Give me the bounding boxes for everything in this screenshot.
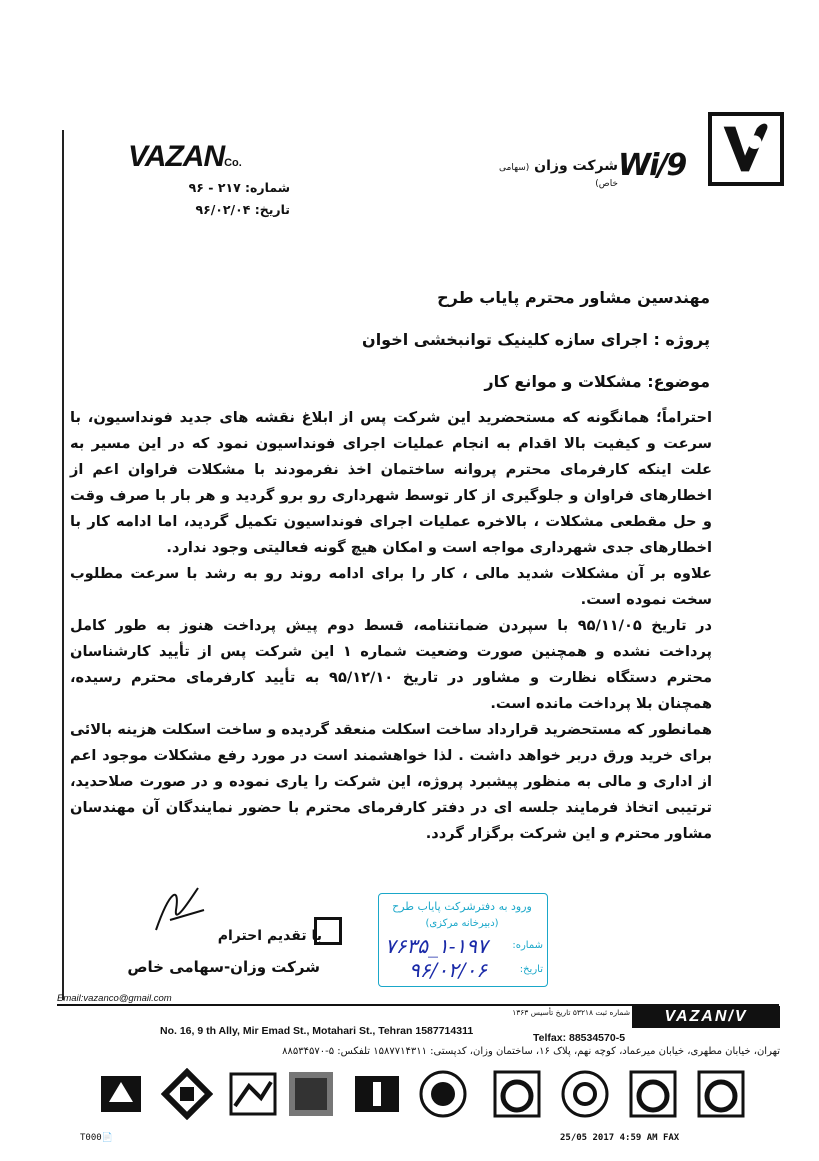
paragraph-2: علاوه بر آن مشکلات شدید مالی ، کار را برای ادامه روند رو به رشد با سرعت مطلوب سخت نموده است. (70, 565, 712, 608)
registration-info: شماره ثبت ۵۳۲۱۸ تاریخ تأسیس ۱۳۶۳ (512, 1008, 630, 1017)
stamp-number-label: شماره: (512, 940, 543, 951)
paragraph-1: احتراماً؛ همانگونه که مستحضرید این شرکت پس از ابلاغ نقشه های جدید فونداسیون، با سرعت و کیفیت بالا اقدام به انجام عملیات اجرای فونداسیون نمود که در این مسیر به علت اینکه کارفرمای محترم پروانه ساختمان اخذ نفرمودند با مشکلات فراوان اعم از اخطارهای فراوان و جلوگیری از کار توسط شهرداری رو برو گردید و هر بار با صرف وقت و حل مقطعی مشکلات ، بالاخره عملیات اجرای فونداسیون تکمیل گردید، اما ادامه کار با اخطارهای جدی شهرداری مواجه است و امکان هیچ گونه فعالیتی وجود ندارد. (70, 409, 712, 556)
telfax-en: Telfax: 88534570-5 (533, 1032, 626, 1044)
company-type: (سهامی خاص) (499, 163, 618, 189)
company-logo (708, 112, 784, 186)
address-fa: تهران، خیابان مطهری، خیابان میرعماد، کوچه نهم، پلاک ۱۶، ساختمان وزان، کدپستی: ۱۵۸۷۷۱۴۳۱۱ تلفکس: ۵-۸۸۵۳۴۵۷۰ (282, 1046, 780, 1057)
receipt-stamp (378, 893, 548, 987)
cert-logo-6-icon (417, 1068, 469, 1120)
cert-logo-1-icon (95, 1068, 147, 1120)
vazan-co: Co. (224, 157, 242, 169)
cert-logo-9-icon (627, 1068, 679, 1120)
cert-logo-10-icon (695, 1068, 747, 1120)
stamp-date-value: ۹۶/۰۲/۰۶ (409, 958, 487, 982)
fax-page-id: T000📄 (80, 1133, 113, 1143)
letter-date: تاریخ: ۹۶/۰۲/۰۴ (195, 202, 290, 217)
brand-mark: Wi/9 (618, 148, 686, 183)
stamp-title: ورود به دفترشرکت پایاب طرح (392, 900, 532, 913)
cert-logo-3-icon (227, 1068, 279, 1120)
footer-logo: VAZAN/V (632, 1006, 780, 1028)
email: Email:vazanco@gmail.com (57, 993, 172, 1004)
fax-timestamp: 25/05 2017 4:59 AM FAX (560, 1133, 680, 1143)
margin-line (62, 130, 64, 1000)
project-line: پروژه : اجرای سازه کلینیک توانبخشی اخوان (362, 330, 710, 349)
vazan-logo-en (128, 140, 242, 174)
regards: با تقدیم احترام (217, 928, 322, 944)
stamp-date-label: تاریخ: (519, 964, 543, 975)
signature-company: شرکت وزان-سهامی خاص (127, 958, 320, 976)
company-name-fa (478, 158, 618, 190)
stamp-number-value: ۱-۱۹۷_۷۶۳۵ (385, 934, 488, 958)
company-name: شرکت وزان (534, 158, 618, 174)
vazan-text: VAZAN (128, 140, 225, 173)
certificate-logos (95, 1060, 785, 1130)
letter-number: شماره: ۲۱۷ - ۹۶ (188, 180, 290, 195)
cert-logo-8-icon (559, 1068, 611, 1120)
paragraph-3: در تاریخ ۹۵/۱۱/۰۵ با سپردن ضمانتنامه، قسط دوم پیش پرداخت هنوز به طور کامل پرداخت نشده و همچنین صورت وضعیت شماره ۱ این شرکت پس از تأیید کارشناسان محترم دستگاه نظارت و مشاور در تاریخ ۹۵/۱۲/۱۰ به تأیید کارفرمای محترم رسیده، همچنان بلا پرداخت مانده است. (70, 617, 713, 712)
cert-logo-4-icon (285, 1068, 337, 1120)
letter-body (70, 405, 712, 847)
cert-logo-7-icon (491, 1068, 543, 1120)
stamp-subtitle: (دبیرخانه مرکزی) (425, 918, 499, 929)
logo-v-mark-icon (712, 116, 780, 182)
address-en: No. 16, 9 th Ally, Mir Emad St., Motahari St., Tehran 1587714311 (160, 1025, 474, 1037)
cert-logo-5-icon (351, 1068, 403, 1120)
recipient: مهندسین مشاور محترم پایاب طرح (437, 288, 710, 307)
subject-line: موضوع: مشکلات و موانع کار (484, 372, 710, 391)
paragraph-4: همانطور که مستحضرید قرارداد ساخت اسکلت منعقد گردیده و ساخت اسکلت هزینه بالائی برای خرید ورق دربر خواهد داشت . لذا خواهشمند است در مورد رفع مشکلات موجود اعم از اداری و مالی به منظور پیشبرد پروژه، این شرکت را یاری نموده و در صورت صلاحدید، ترتیبی اتخاذ فرمایند جلسه ای در دفتر کارفرمای محترم با حضور نمایندگان آن مهندسان مشاور محترم و این شرکت برگزار گردد. (70, 721, 712, 842)
cert-logo-2-icon (161, 1068, 213, 1120)
